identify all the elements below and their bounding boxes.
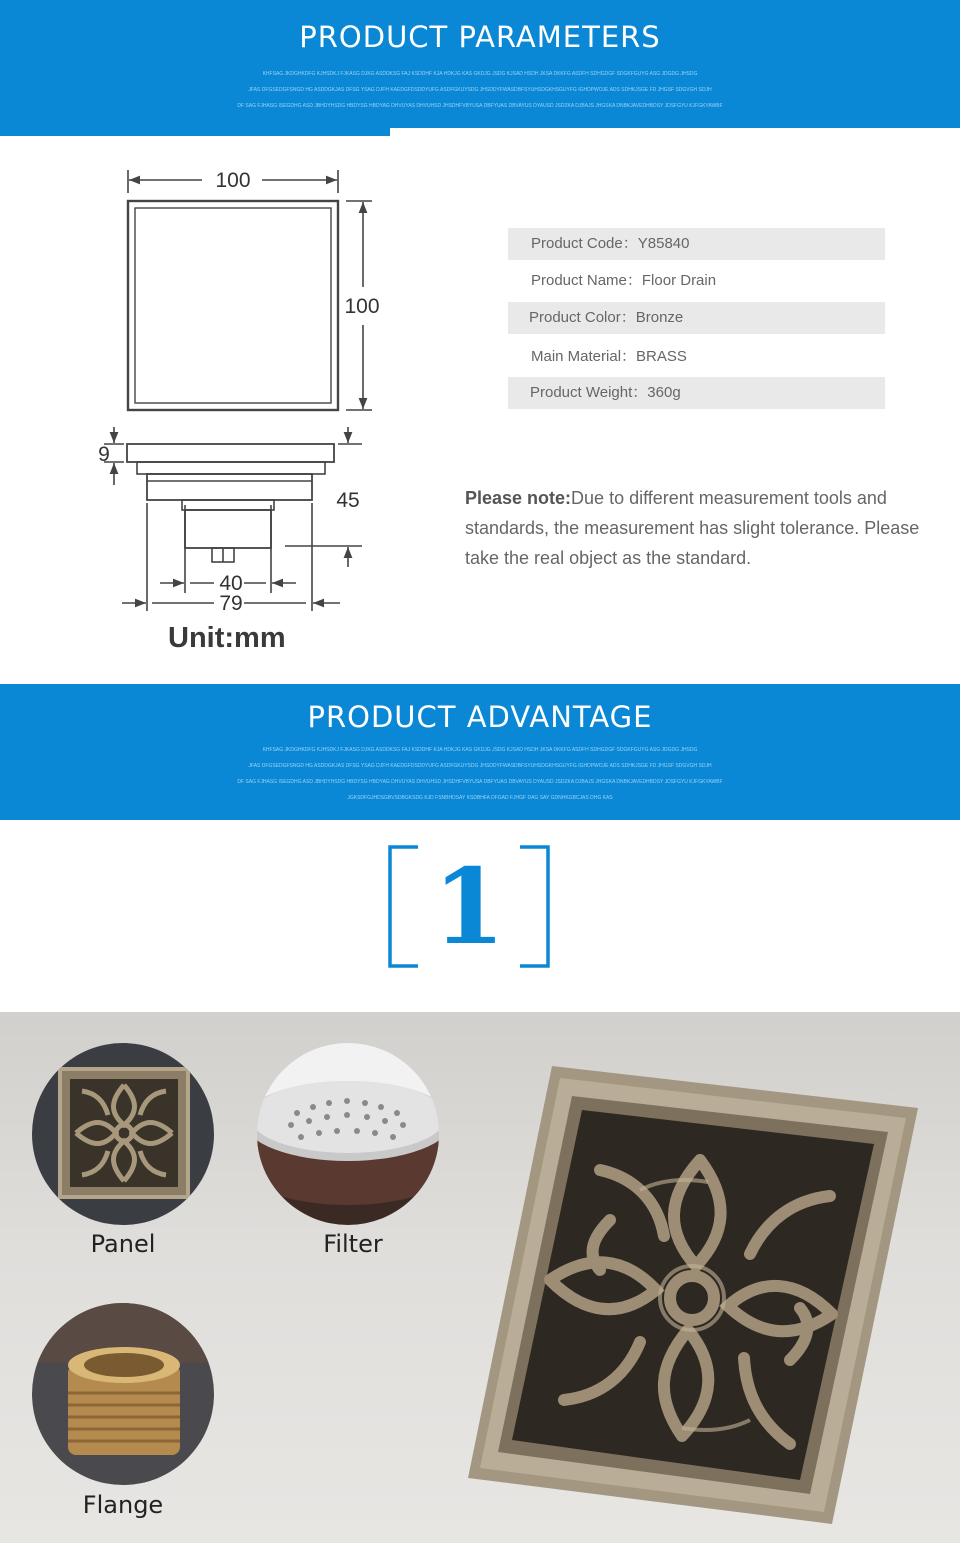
brass-flange-icon: [32, 1303, 214, 1485]
filter-circle: [257, 1043, 439, 1225]
product-photo-area: [0, 1012, 960, 1543]
advantage-fine-print: KHFSAG JKDGHKDFG KJHSDKJ FJKASG DJKG ASDDKSG FAJ KSDDHF KJA HDKJG KAS GKDJG JSDG KJSAD HSDH JKSA DKKFG ASDFH SDHGDGF SDGKFGUYG ASG JDGDG JHSDG JFAS DFGSEDGFSNGD HG ASDDGKJAS DFSG YSAG DJFH KAEDGFDSDDYUFG ASDFGKUYSDG JHSDDYFWASDBFSYUHSDGKHSGUYFG IGHDPWOJE ADS SDHKJSGE FD JHGSF SDGVGH SDJH DF SAG FJHASG ISEGDHG ASD JBHDYHSDG HBDYSG HBDYAG DHVUYAS DHVUHSD JHSDHFVBYUSA DBFYUAS DBVAYUS DYAUSD JSDZKA DJBAJS JHGSKA DNBKJAVEDHBDSY JDSFGYU KJFGKYAWBF JGKSDFGJHDSGBVSDBGKSDG KJD FSNBHDSAY KSDBHFA DFGAD FJHGF DAG SAY GDNHKGBCJAS DHG KAS: [237, 747, 723, 801]
spec-row-weight: Product Weight：360g: [508, 377, 885, 409]
height-dimension-label: 100: [344, 295, 380, 318]
advantage-number-box: [386, 845, 552, 969]
advantage-title: PRODUCT ADVANTAGE: [307, 700, 653, 734]
note-text: Due to different measurement tools and standards, the measurement has slight tolerance. Please take the real object as the standard.: [465, 488, 920, 568]
panel-circle: [32, 1043, 214, 1225]
note-lead: Please note:: [465, 488, 572, 508]
rim-dimension-label: 9: [98, 443, 110, 466]
spec-row-name: Product Name：Floor Drain: [531, 272, 717, 289]
dimension-drawing: [90, 165, 380, 615]
unit-label: Unit:mm: [168, 622, 286, 654]
outlet-dimension-label: 40: [219, 572, 243, 595]
ornate-panel-icon: [32, 1043, 214, 1225]
banner-tab-edge: [390, 128, 960, 136]
advantage-number: 1: [432, 845, 506, 968]
width-dimension-label: 100: [215, 169, 251, 192]
parameters-fine-print: KHFSAG JKDGHKDFG KJHSDKJ FJKASG DJKG ASDDKSG FAJ KSDDHF KJA HDKJG KAS GKDJG JSDG KJSAD HSDH JKSA DKKFG ASDFH SDHGDGF SDGKFGUYG ASG JDGDG JHSDG JFAS DFGSEDGFSNGD HG ASDDGKJAS DFSG YSAG DJFH KAEDGFDSDDYUFG ASDFGKUYSDG JHSDDYFWASDBFSYUHSDGKHSGUYFG IGHDPWOJE ADS SDHKJSGE FD JHGSF SDGVGH SDJH DF SAG FJHASG ISEGDHG ASD JBHDYHSDG HBDYSG HBDYAG DHVUYAS DHVUHSD JHSDHFVBYUSA DBFYUAS DBVAYUS DYAUSD JSDZKA DJBAJS JHGSKA DNBKJAVEDHBDSY JDSFGYU KJFGKYAWBF: [237, 71, 723, 109]
depth-dimension-label: 45: [336, 489, 360, 512]
spec-row-color: Product Color：Bronze: [508, 302, 885, 334]
floor-drain-product-icon: [460, 1060, 930, 1530]
panel-label: Panel: [90, 1230, 156, 1258]
advantage-banner: [0, 684, 960, 820]
measurement-note: [465, 483, 935, 573]
spec-row-code: Product Code：Y85840: [508, 228, 885, 260]
filter-basket-icon: [257, 1043, 439, 1225]
body-dimension-label: 79: [219, 592, 243, 615]
spec-row-material: Main Material：BRASS: [531, 348, 687, 365]
flange-label: Flange: [82, 1491, 164, 1519]
parameters-title: PRODUCT PARAMETERS: [299, 20, 661, 54]
parameters-banner: [0, 0, 960, 136]
flange-circle: [32, 1303, 214, 1485]
filter-label: Filter: [323, 1230, 383, 1258]
